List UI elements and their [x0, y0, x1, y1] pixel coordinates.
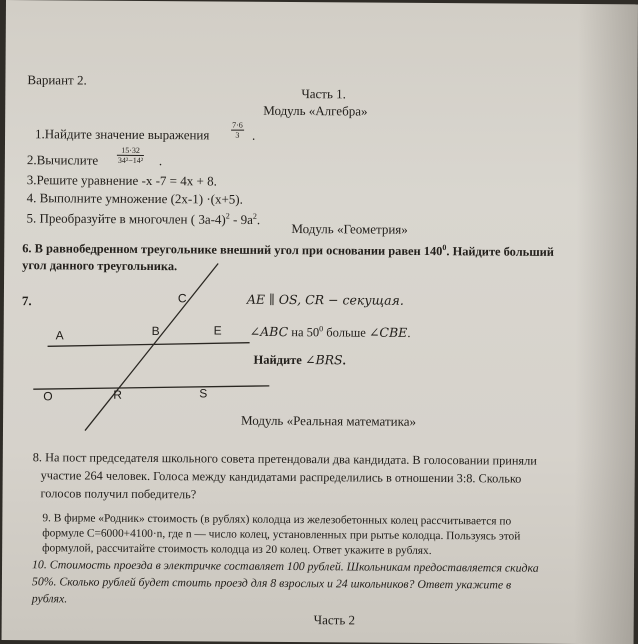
q5-part-b: - 9а [229, 211, 253, 228]
q6-line1-b: . Найдите больший [446, 244, 555, 259]
q3-text: 3.Решите уравнение -х -7 = 4х + 8. [26, 172, 217, 189]
q6-line2: угол данного треугольника. [22, 258, 178, 274]
point-e-label: E [213, 323, 222, 338]
q2-denominator: 34²−14² [117, 155, 144, 165]
q1-denominator: 3 [235, 130, 240, 140]
q7-find-tail: . [342, 353, 346, 368]
q7-number: 7. [21, 293, 32, 309]
part1-heading: Часть 1. [301, 86, 347, 102]
q9-line1: 9. В фирме «Родник» стоимость (в рублях) колодца из железобетонных колец рассчитывается по [42, 512, 512, 528]
q10-line2: 50%. Сколько рублей будет стоить проезд для 8 взрослых и 24 школьников? Ответ укажите в [31, 574, 512, 592]
q5-part-a: 5. Преобразуйте в многочлен ( 3а-4) [26, 210, 226, 227]
q9-line3: формулой, рассчитайте стоимость колодца из 20 колец. Ответ укажите в рублях. [42, 542, 432, 557]
q7-cond-b: на 50 [288, 325, 320, 340]
q5-exponent-2: 2 [252, 211, 257, 221]
q7-find-text: Найдите [253, 352, 306, 368]
q10-line1: 10. Стоимость проезда в электричке составляет 100 рублей. Школьникам предоставляется скидка [32, 557, 539, 575]
q8-line1: 8. На пост председателя школьного совета претендовали два кандидата. В голосовании приняли [32, 450, 537, 468]
point-c-label: C [177, 291, 187, 306]
q7-angle-brs: ∠BRS [304, 352, 343, 368]
q1-tail: . [252, 127, 256, 143]
point-b-label: B [151, 324, 160, 339]
line-os [33, 384, 269, 391]
part2-heading: Часть 2 [313, 612, 356, 628]
secant-cr [85, 263, 218, 432]
q6-degree: 0 [442, 243, 447, 253]
q5-exponent: 2 [225, 211, 230, 221]
q7-cond-c: больше [323, 325, 370, 340]
q2-text: 2.Вычислите [26, 152, 99, 168]
q7-condition [250, 321, 411, 341]
point-s-label: S [199, 386, 208, 401]
q7-degree: 0 [319, 324, 324, 334]
q10-line3: рублях. [31, 591, 68, 606]
module-algebra-heading: Модуль «Алгебра» [263, 102, 368, 119]
q6-line1-a: 6. В равнобедренном треугольнике внешний угол при основании равен 140 [22, 241, 443, 259]
q2-numerator: 15·32 [117, 146, 144, 156]
q1-numerator: 7·6 [232, 120, 243, 130]
q7-angle-cbe: ∠CBE [368, 324, 408, 340]
q2-tail: . [158, 153, 163, 169]
line-ae [48, 341, 250, 347]
q5-part-c: . [256, 212, 261, 228]
point-r-label: R [113, 387, 122, 402]
q7-cond-e: . [407, 325, 411, 340]
q4-text: 4. Выполните умножение (2х-1) ·(х+5). [26, 190, 243, 207]
variant-label: Вариант 2. [27, 72, 87, 88]
q8-line2: участие 264 человек. Голоса между кандидатами распределились в отношении 3:8. Сколько [40, 468, 522, 486]
exam-sheet [2, 0, 638, 644]
point-a-label: A [55, 328, 64, 343]
q1-text: 1.Найдите значение выражения [35, 126, 210, 143]
q8-line3: голосов получил победитель? [40, 486, 197, 502]
q7-angle-abc: ∠ABC [249, 323, 289, 340]
q7-given: AE ∥ OS, CR − секущая. [246, 291, 404, 308]
point-o-label: O [43, 389, 53, 404]
q9-line2: формуле С=6000+4100·n, где n — число колец, установленных при рытье колодца. Пользуясь этой [42, 527, 521, 543]
q7-find [253, 352, 345, 369]
module-real-math-heading: Модуль «Реальная математика» [241, 412, 417, 429]
module-geometry-heading: Модуль «Геометрия» [291, 220, 408, 237]
